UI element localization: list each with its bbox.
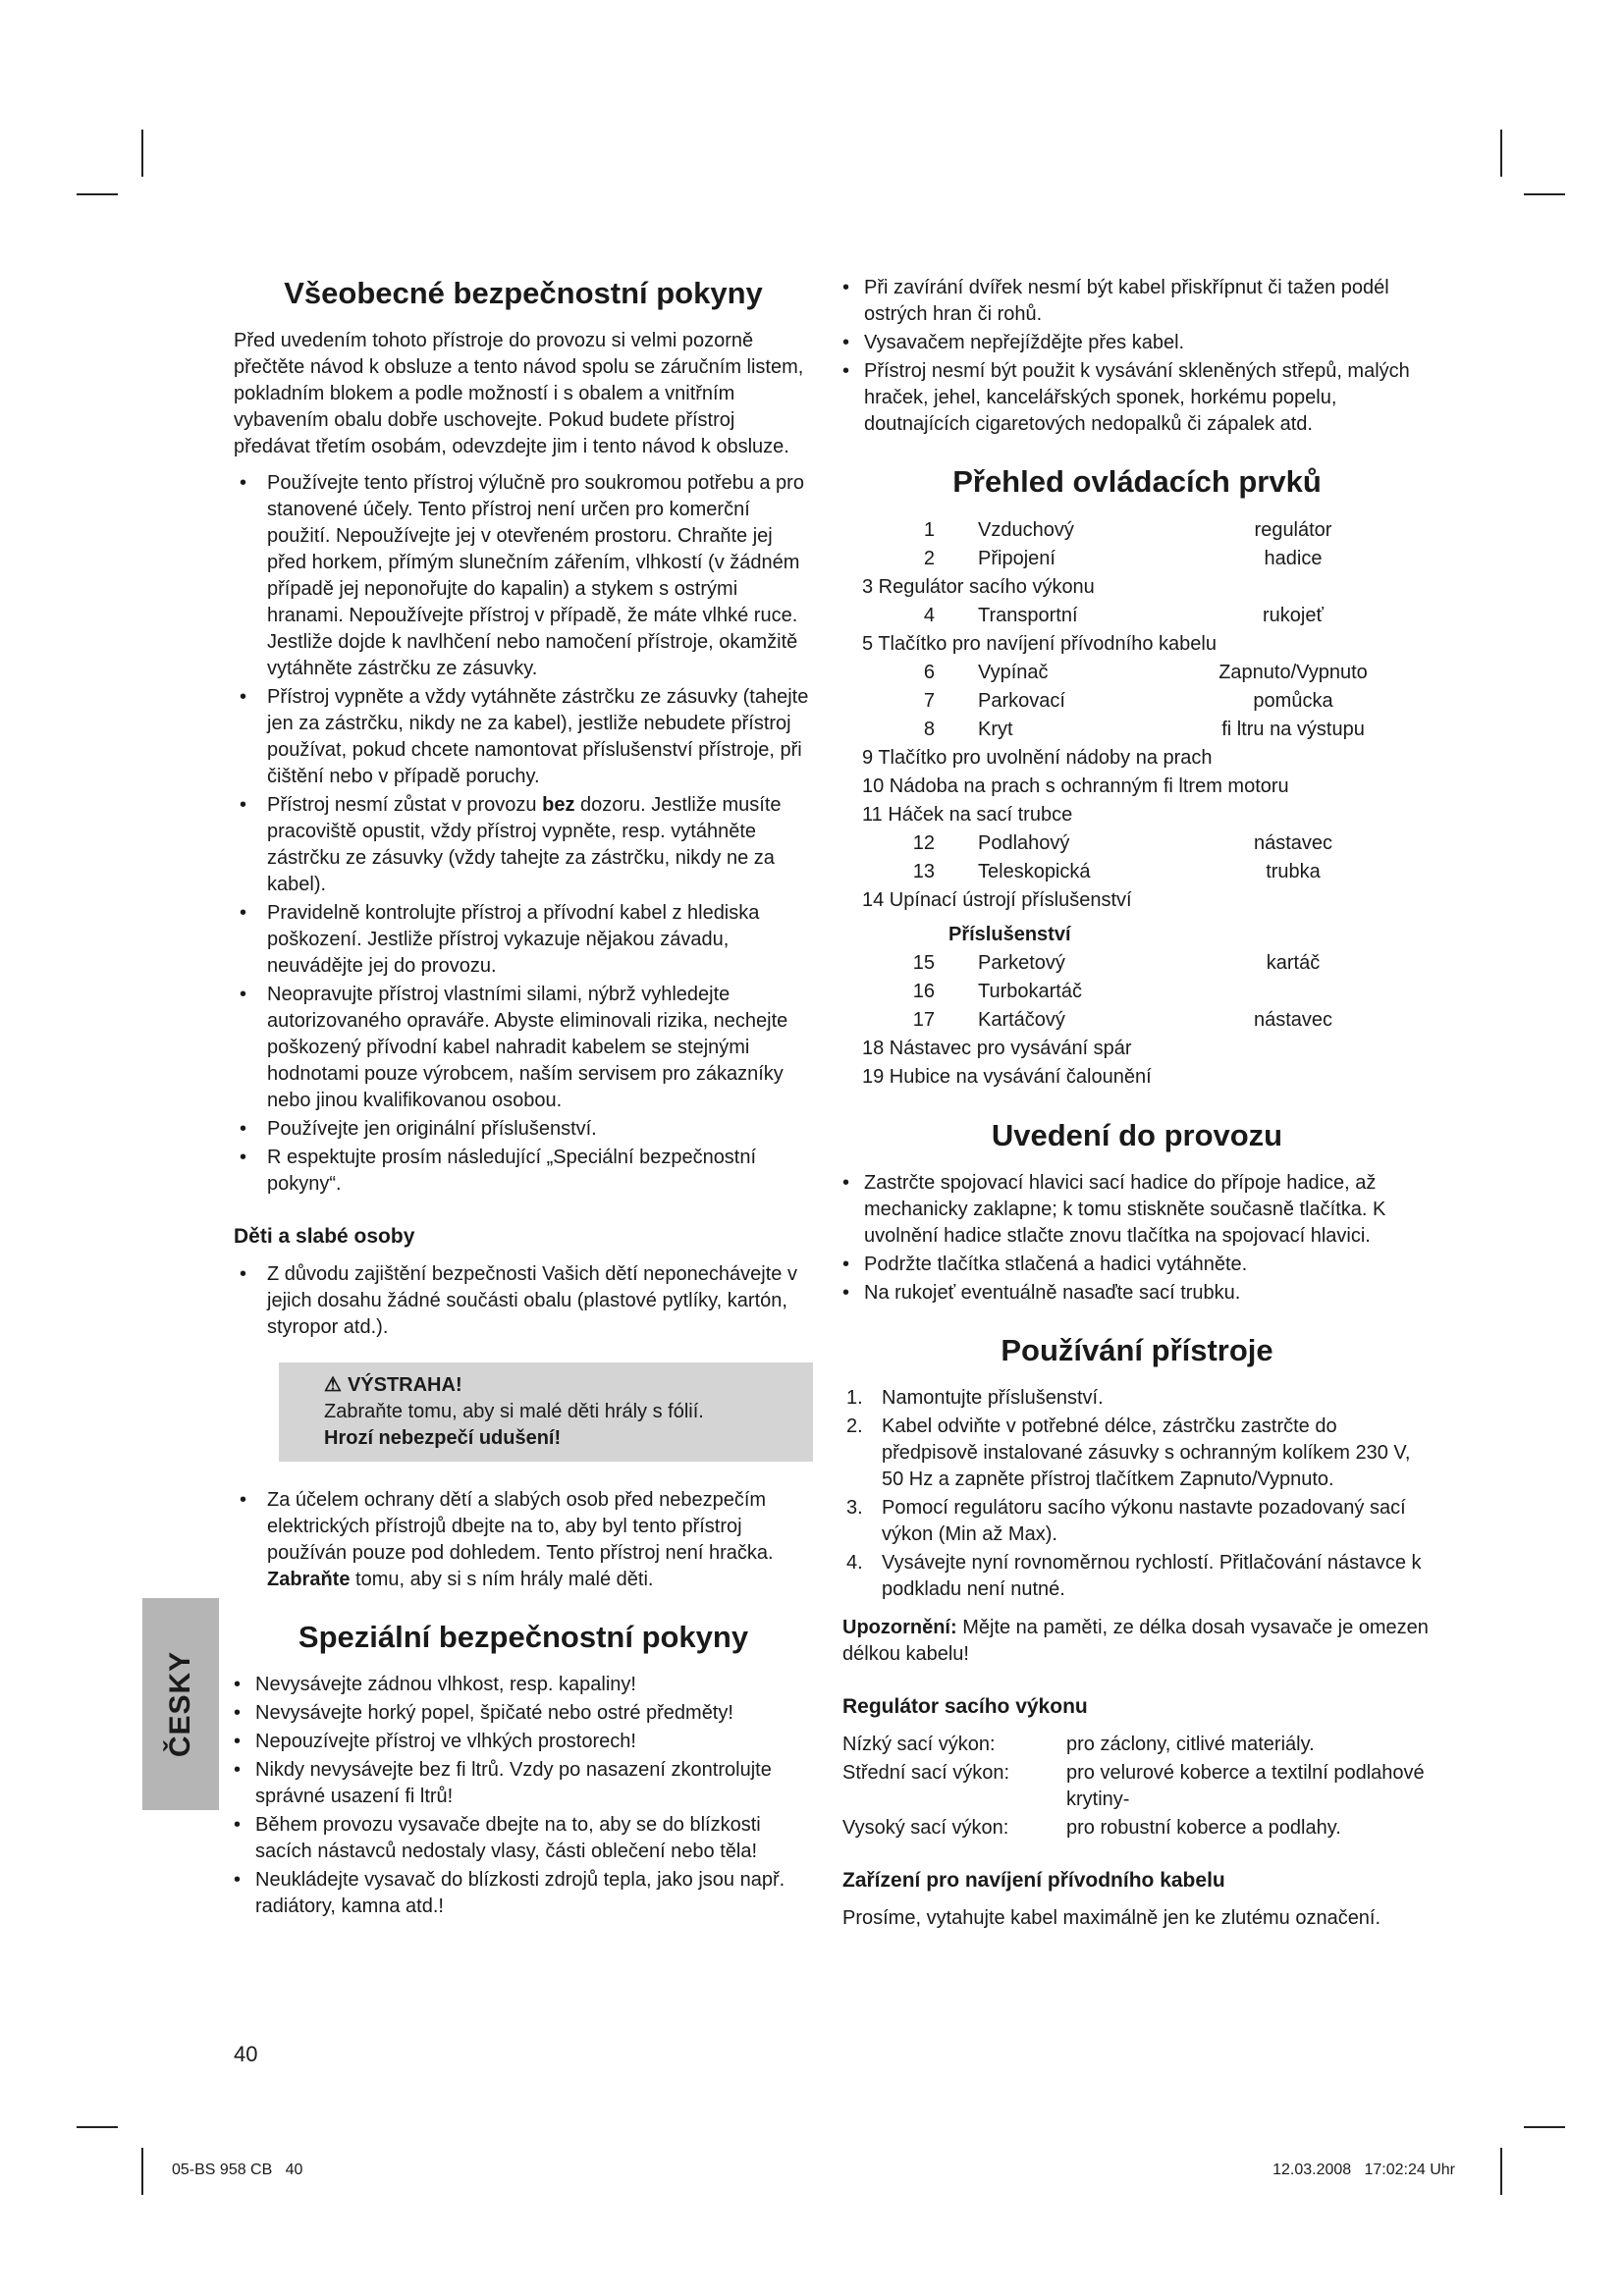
usage-section [842,1332,1432,1668]
crop-mark-bottom-right-v [1500,2148,1502,2195]
page-number: 40 [234,2042,258,2066]
children-list-2 [234,1487,813,1593]
list-item: • Přístroj vypněte a vždy vytáhněte zástrčku ze zásuvky (tahejte jen za zástrčku, nikdy ne za kabel), jestliže nebudete přístroj používat, pokud chcete namontovat příslušenství přístroje, při čištění nebo v případě poruchy. [234,684,813,790]
startup-list [842,1170,1432,1307]
footer-left: 05-BS 958 CB 40 [172,2162,303,2178]
list-item: 2 Připojení hadice [923,548,1323,569]
list-item: 5 Tlačítko pro navíjení přívodního kabelu [862,633,1217,655]
list-item: • Zastrčte spojovací hlavici sací hadice do přípoje hadice, až mechanicky zaklapne; k tomu stiskněte současně tlačítka. K uvolnění hadice stlačte znovu tlačítka na spojovací hlavici. [842,1170,1432,1250]
list-item: 17 Kartáčový nástavec [912,1009,1333,1031]
overview-heading: Přehled ovládacích prvků [952,464,1322,499]
list-item: 2. Kabel odviňte v potřebné délce, zástrčku zastrčte do předpisově instalované zásuvky s ochranným kolíkem 230 V, 50 Hz a zapněte přístroj tlačítkem Zapnuto/Vypnuto. [846,1415,1411,1490]
list-item: 7 Parkovací pomůcka [923,690,1333,712]
crop-mark-bottom-left-v [141,2148,143,2195]
list-item: • Při zavírání dvířek nesmí být kabel přiskřípnut či tažen podél ostrých hran či rohů. [842,275,1432,328]
special-safety-list [234,1672,813,1920]
list-item: • Nevysávejte horký popel, špičaté nebo ostré předměty! [234,1700,813,1727]
list-item: 12 Podlahový nástavec [912,832,1333,854]
startup-section [842,1117,1432,1307]
list-item: 14 Upínací ústrojí příslušenství [862,889,1132,911]
list-item: • Na rukojeť eventuálně nasaďte sací trubku. [842,1280,1432,1307]
general-safety-heading: Všeobecné bezpečnostní pokyny [284,276,763,310]
list-item: • Během provozu vysavače dbejte na to, aby se do blízkosti sacích nástavců nedostaly vlasy, části oblečení nebo těla! [234,1812,813,1865]
crop-mark-bottom-left-h [77,2126,118,2128]
list-item: 18 Nástavec pro vysávání spár [862,1038,1132,1059]
list-item: 4. Vysávejte nyní rovnoměrnou rychlostí. Přitlačování nástavce k podkladu není nutné. [846,1552,1422,1600]
list-item: • Používejte tento přístroj výlučně pro soukromou potřebu a pro stanovené účely. Tento přístroj není určen pro komerční použití. Nepoužívejte jej v otevřeném prostoru. Chraňte jej před horkem, přímým slunečním zářením, vlhkostí (v žádném případě jej neponořujte do kapalin) a stykem s ostrými hranami. Nepoužívejte přístroj v případě, že máte vlhké ruce. Jestliže dojde k navlhčení nebo namočení přístroje, okamžitě vytáhněte zástrčku ze zásuvky. [234,470,813,682]
warning-box: ⚠ VÝSTRAHA! Zabraňte tomu, aby si malé děti hrály s fólií. Hrozí nebezpečí udušení! [279,1362,813,1462]
suction-heading: Regulátor sacího výkonu [842,1695,1088,1718]
list-item: 3. Pomocí regulátoru sacího výkonu nastavte pozadovaný sací výkon (Min až Max). [846,1497,1406,1545]
list-item: 11 Háček na sací trubce [862,804,1073,826]
list-item: • Používejte jen originální příslušenství. [234,1116,813,1143]
right-column [842,275,1432,1942]
list-item: • Nepouzívejte přístroj ve vlhkých prostorech! [234,1729,813,1755]
list-item: • Za účelem ochrany dětí a slabých osob před nebezpečím elektrických přístrojů dbejte na to, aby byl tento přístroj používán pouze pod dohledem. Tento přístroj není hračka. Zabraňte tomu, aby si s ním hrály malé děti. [234,1487,813,1593]
warning-triangle-icon: ⚠ [324,1374,342,1396]
list-item: • Přístroj nesmí být použit k vysávání skleněných střepů, malých hraček, jehel, kancelářských sponek, horkému popelu, doutnajících cigaretových nedopalků či zápalek atd. [842,358,1432,438]
list-item: 8 Kryt fi ltru na výstupu [923,719,1365,740]
list-item: 10 Nádoba na prach s ochranným fi ltrem motoru [862,775,1289,797]
suction-row: Nízký sací výkon: pro záclony, citlivé materiály. [842,1734,1315,1755]
list-item: 9 Tlačítko pro uvolnění nádoby na prach [862,747,1213,769]
crop-mark-bottom-right-h [1524,2126,1565,2128]
list-item: • Neukládejte vysavač do blízkosti zdrojů tepla, jako jsou např. radiátory, kamna atd.! [234,1867,813,1920]
list-item: • Vysavačem nepřejíždějte přes kabel. [842,330,1432,356]
accessories-heading: Příslušenství [948,924,1071,945]
children-list [234,1261,813,1341]
suction-section [842,1693,1432,1842]
special-safety-section [234,1619,813,1920]
list-item: • Nevysávejte zádnou vlhkost, resp. kapaliny! [234,1672,813,1698]
list-item: 15 Parketový kartáč [912,952,1321,974]
suction-row: Střední sací výkon: pro velurové koberce a textilní podlahové krytiny- [842,1762,1425,1810]
list-item: • Pravidelně kontrolujte přístroj a přívodní kabel z hlediska poškození. Jestliže přístroj vykazuje nějakou závadu, neuvádějte jej do provozu. [234,900,813,980]
usage-steps [842,1385,1432,1603]
cable-text: Prosíme, vytahujte kabel maximálně jen ke zlutému označení. [842,1907,1381,1929]
list-item: 16 Turbokartáč [912,981,1082,1002]
cable-section [842,1867,1432,1932]
language-tab: ČESKY [142,1598,219,1810]
list-item: 1 Vzduchový regulátor [923,519,1332,541]
list-item: • Přístroj nesmí zůstat v provozu bez dozoru. Jestliže musíte pracoviště opustit, vždy přístroj vypněte, resp. vytáhněte zástrčku ze zásuvky (vždy tahejte za zástrčku, nikdy ne za kabel). [234,792,813,898]
startup-heading: Uvedení do provozu [991,1118,1283,1152]
crop-mark-top-left-v [141,130,143,177]
suction-row: Vysoký sací výkon: pro robustní koberce a podlahy. [842,1817,1341,1839]
list-item: • Z důvodu zajištění bezpečnosti Vašich dětí neponechávejte v jejich dosahu žádné součásti obalu (plastové pytlíky, kartón, styropor atd.). [234,1261,813,1341]
list-item: • Neopravujte přístroj vlastními silami, nýbrž vyhledejte autorizovaného opraváře. Abyste eliminovali rizika, nechejte poškozený přívodní kabel nahradit kabelem se stejnými hodnotami pouze výrobcem, naším servisem pro zákazníky nebo jinou kvalifikovanou osobou. [234,982,813,1114]
footer-right: 12.03.2008 17:02:24 Uhr [1272,2162,1455,2178]
list-item: 19 Hubice na vysávání čalounění [862,1066,1152,1088]
list-item: 1. Namontujte příslušenství. [846,1387,1104,1409]
list-item: • Podržte tlačítka stlačená a hadici vytáhněte. [842,1252,1432,1278]
warning-bold: Hrozí nebezpečí udušení! [324,1427,562,1449]
parts-list [842,516,1432,1092]
usage-note: Upozornění: Mějte na paměti, ze délka dosah vysavače je omezen délkou kabelu! [842,1617,1429,1665]
list-item: 4 Transportní rukojeť [923,605,1324,626]
warning-text: Zabraňte tomu, aby si malé děti hrály s fólií. [324,1401,704,1422]
crop-mark-top-right-v [1500,130,1502,177]
special-safety-list-continued [842,275,1432,438]
usage-heading: Používání přístroje [1001,1333,1273,1367]
crop-mark-top-left-h [77,193,118,195]
list-item: 3 Regulátor sacího výkonu [862,576,1095,598]
special-safety-heading: Speziální bezpečnostní pokyny [298,1620,749,1654]
crop-mark-top-right-h [1524,193,1565,195]
children-section [234,1223,813,1593]
children-heading: Děti a slabé osoby [234,1225,415,1248]
left-column [234,275,813,1930]
list-item: 13 Teleskopická trubka [912,861,1321,882]
list-item: 6 Vypínač Zapnuto/Vypnuto [923,662,1368,683]
general-safety-intro: Před uvedením tohoto přístroje do provozu si velmi pozorně přečtěte návod k obsluze a tento návod spolu se záručním listem, pokladním blokem a podle možností i s obalem a vnitřním vybavením obalu dobře uschovejte. Pokud budete přístroj předávat třetím osobám, odevzdejte jim i tento návod k obsluze. [234,330,804,457]
general-safety-list [234,470,813,1198]
cable-heading: Zařízení pro navíjení přívodního kabelu [842,1869,1225,1892]
overview-section [842,463,1432,1092]
list-item: • R espektujte prosím následující „Speciální bezpečnostní pokyny“. [234,1145,813,1198]
list-item: • Nikdy nevysávejte bez fi ltrů. Vzdy po nasazení zkontrolujte správné usazení fi ltrů! [234,1757,813,1810]
general-safety-section [234,275,813,1198]
